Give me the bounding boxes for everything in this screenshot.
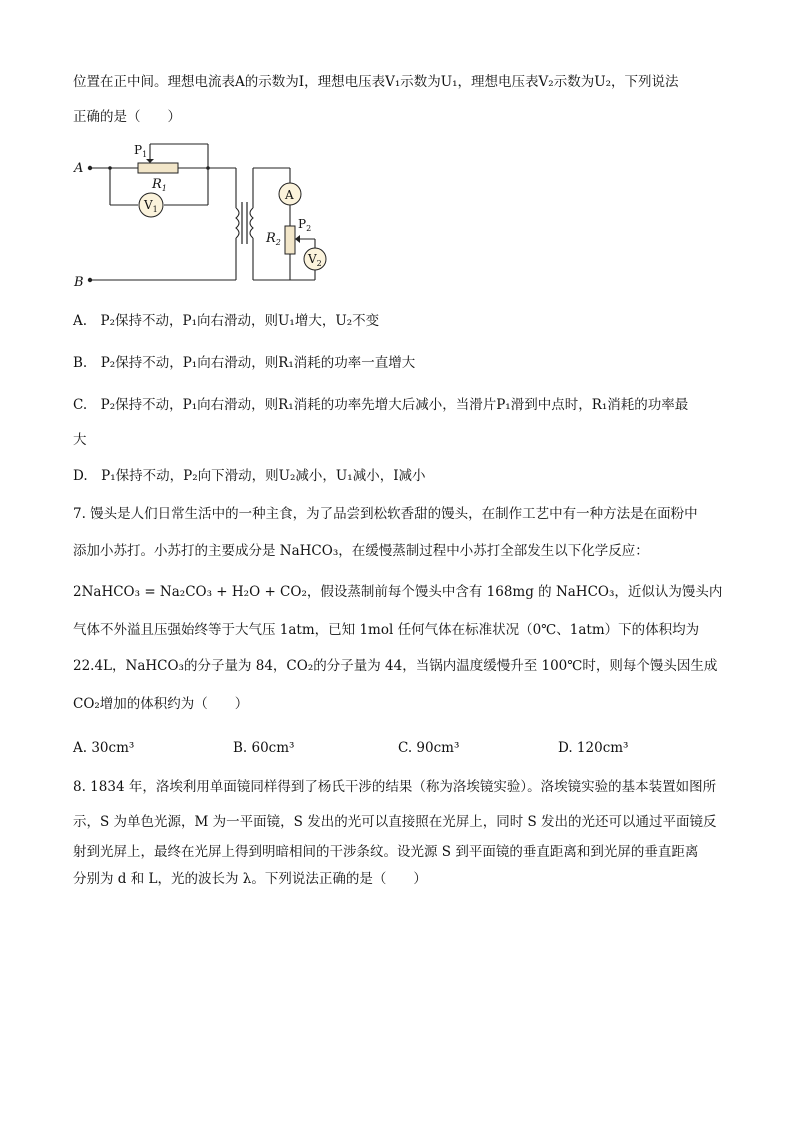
svg-text:A: [73, 161, 83, 176]
q6-option-a: A. P₂保持不动，P₁向右滑动，则U₁增大，U₂不变: [73, 313, 380, 329]
transformer-secondary-coil: [250, 208, 253, 238]
q6-stem-line-2: 正确的是（ ）: [73, 109, 181, 125]
svg-text:P2: $P_2$: [298, 217, 312, 233]
q6-option-d: D. P₁保持不动，P₂向下滑动，则U₂减小，U₁减小，I减小: [73, 468, 426, 484]
r1-label: R: [152, 177, 162, 192]
q6-stem-line-1: 位置在正中间。理想电流表A的示数为I，理想电压表V₁示数为U₁，理想电压表V₂示数为U₂，下列说法: [73, 74, 679, 90]
svg-text:B: [73, 275, 84, 290]
q6-option-b: B. P₂保持不动，P₁向右滑动，则R₁消耗的功率一直增大: [73, 355, 416, 371]
terminal-a-label: A: [74, 161, 84, 176]
slider-p2-arrow: [295, 235, 300, 243]
svg-text:R1: $R_1$: [152, 177, 167, 193]
q7-line-4: 气体不外溢且压强始终等于大气压 1atm，已知 1mol 任何气体在标准状况（0℃、1atm）下的体积均为: [73, 622, 700, 638]
svg-text:P1: $P_1$: [134, 143, 148, 159]
terminal-a-dot: [88, 166, 92, 170]
terminal-b-label: B: [74, 275, 84, 290]
q8-line-1: 8. 1834 年，洛埃利用单面镜同样得到了杨氏干涉的结果（称为洛埃镜实验）。洛埃镜实验的基本装置如图所: [73, 779, 717, 795]
v1-label: V: [144, 198, 153, 212]
q6-option-c-line-2: 大: [73, 432, 87, 448]
q7-line-6: CO₂增加的体积约为（ ）: [73, 696, 249, 712]
p2-label: P: [298, 217, 307, 231]
svg-text:R2: $R_2$: [266, 231, 281, 247]
q8-line-3: 射到光屏上，最终在光屏上得到明暗相间的干涉条纹。设光源 S 到平面镜的垂直距离和到光屏的垂直距离: [73, 844, 699, 860]
slider-p1-arrow: [146, 159, 154, 163]
q7-option-c: C. 90cm³: [398, 740, 460, 756]
q8-line-2: 示，S 为单色光源，M 为一平面镜，S 发出的光可以直接照在光屏上，同时 S 发出的光还可以通过平面镜反: [73, 814, 717, 830]
ammeter-label: A: [285, 188, 294, 202]
svg-text:A: [284, 188, 294, 202]
transformer-primary-coil: [236, 208, 239, 238]
svg-text:V1: $V_1$: [144, 198, 158, 214]
q6-option-c-line-1: C. P₂保持不动，P₁向右滑动，则R₁消耗的功率先增大后减小，当滑片P₁滑到中点时，R₁消耗的功率最: [73, 397, 689, 413]
q7-line-5: 22.4L，NaHCO₃的分子量为 84，CO₂的分子量为 44，当锅内温度缓慢升至 100℃时，则每个馒头因生成: [73, 658, 718, 674]
q8-line-4: 分别为 d 和 L，光的波长为 λ。下列说法正确的是（ ）: [73, 871, 427, 887]
q7-line-3: 2NaHCO₃ = Na₂CO₃ + H₂O + CO₂，假设蒸制前每个馒头中含有 168mg 的 NaHCO₃，近似认为馒头内: [73, 584, 723, 600]
resistor-r2: [285, 226, 295, 254]
v2-label: V: [308, 252, 317, 266]
q7-option-a: A. 30cm³: [73, 740, 135, 756]
q7-line-2: 添加小苏打。小苏打的主要成分是 NaHCO₃，在缓慢蒸制过程中小苏打全部发生以下化学反应：: [73, 543, 649, 559]
q7-option-b: B. 60cm³: [233, 740, 295, 756]
q7-option-d: D. 120cm³: [558, 740, 629, 756]
svg-text:V2: $V_2$: [308, 252, 322, 268]
q7-line-1: 7. 馒头是人们日常生活中的一种主食，为了品尝到松软香甜的馒头，在制作工艺中有一种方法是在面粉中: [73, 506, 698, 522]
resistor-r1: [138, 163, 178, 173]
circuit-diagram: [70, 138, 340, 293]
r2-label: R: [266, 231, 276, 246]
p1-label: P: [134, 143, 143, 157]
terminal-b-dot: [88, 278, 92, 282]
